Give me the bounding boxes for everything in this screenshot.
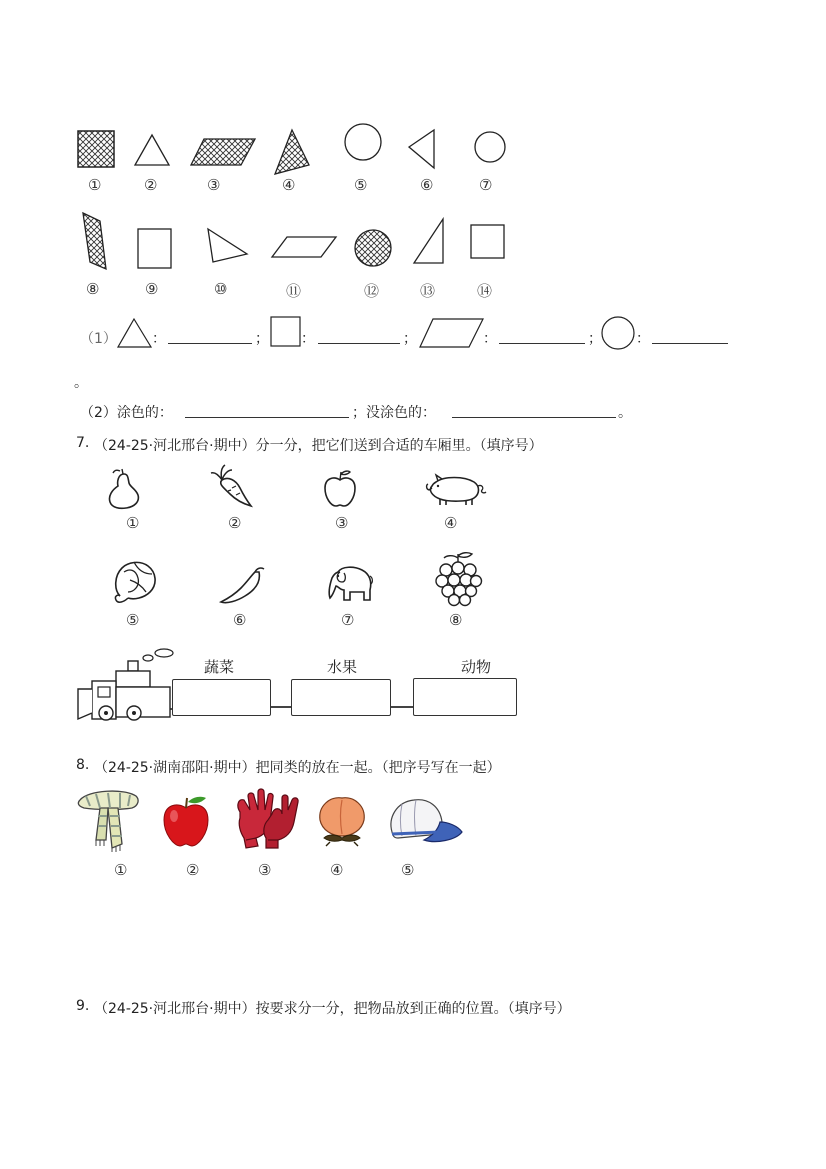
red-apple-icon [160, 794, 212, 848]
q2-answer-line-unshaded[interactable] [452, 417, 616, 418]
train-car-fruits[interactable] [291, 679, 391, 716]
q7-label-8: ⑧ [449, 611, 463, 629]
cabbage-icon [110, 556, 160, 606]
q8-label-1: ① [114, 861, 128, 879]
shape-label-3: ③ [207, 176, 221, 194]
q1-sep-1: ； [255, 331, 269, 347]
q1-prefix: （1） [80, 331, 117, 347]
q7-text: （24-25·河北邢台·期中）分一分，把它们送到合适的车厢里。（填序号） [94, 438, 543, 454]
q8-label-4: ④ [330, 861, 344, 879]
train-car-vegetables[interactable] [172, 679, 271, 716]
train-car-label-vegetables: 蔬菜 [204, 658, 235, 676]
shape-5-circle [343, 122, 383, 162]
q2-prefix: （2）涂色的： [80, 405, 173, 421]
apple-outline-icon [321, 468, 359, 508]
q8-label-3: ③ [258, 861, 272, 879]
q1-sep-2: ； [403, 331, 417, 347]
shape-label-11: ⑪ [286, 282, 302, 300]
q7-label-3: ③ [335, 514, 349, 532]
pig-icon [424, 472, 488, 506]
shape-13-right-triangle [413, 218, 445, 264]
shape-12-shaded-circle [353, 228, 393, 268]
q1-answer-line-parallelogram[interactable] [499, 343, 585, 344]
shape-label-14: ⑭ [477, 282, 493, 300]
elephant-icon [326, 562, 374, 604]
pear-icon [104, 468, 144, 510]
shape-label-6: ⑥ [420, 176, 434, 194]
q7-label-1: ① [126, 514, 140, 532]
shape-label-12: ⑫ [364, 282, 380, 300]
q2-answer-line-shaded[interactable] [185, 417, 349, 418]
shape-3-shaded-parallelogram [190, 138, 256, 166]
scarf-icon [74, 786, 142, 852]
q7-label-7: ⑦ [341, 611, 355, 629]
q7-label-2: ② [228, 514, 242, 532]
shape-label-1: ① [88, 176, 102, 194]
train-coupling-1 [270, 706, 292, 708]
train-engine-icon [74, 643, 176, 723]
q1-colon-1: ： [152, 331, 166, 347]
q1-square-icon [270, 316, 302, 348]
q7-label-6: ⑥ [233, 611, 247, 629]
shape-4-shaded-triangle [274, 129, 310, 175]
peach-icon [314, 792, 370, 848]
q1-colon-3: ： [483, 331, 497, 347]
q1-answer-line-triangle[interactable] [168, 343, 252, 344]
shape-label-5: ⑤ [354, 176, 368, 194]
shape-11-parallelogram [271, 236, 337, 258]
train-car-label-fruits: 水果 [327, 658, 358, 676]
q1-end-mark: 。 [74, 375, 88, 391]
q2-end: 。 [618, 405, 632, 421]
q8-label-2: ② [186, 861, 200, 879]
q9-text: （24-25·河北邢台·期中）按要求分一分，把物品放到正确的位置。（填序号） [94, 1001, 571, 1017]
shape-label-10: ⑩ [214, 280, 228, 298]
shape-8-shaded-parallelogram [82, 212, 108, 270]
q1-circle-icon [600, 315, 636, 351]
q1-triangle-icon [117, 318, 153, 348]
train-car-animals[interactable] [413, 678, 517, 716]
q7-label-4: ④ [444, 514, 458, 532]
shape-label-8: ⑧ [86, 280, 100, 298]
shape-label-9: ⑨ [145, 280, 159, 298]
chili-pepper-icon [217, 566, 267, 606]
q1-colon-2: ： [301, 331, 315, 347]
q8-number: 8. [76, 757, 90, 773]
q2-middle: ；没涂色的： [352, 405, 436, 421]
q7-label-5: ⑤ [126, 611, 140, 629]
q7-number: 7. [76, 435, 90, 451]
shape-1-shaded-square [77, 130, 115, 168]
shape-10-triangle [207, 228, 249, 264]
q1-answer-line-square[interactable] [318, 343, 400, 344]
q9-number: 9. [76, 998, 90, 1014]
grapes-icon [432, 550, 484, 606]
q8-label-5: ⑤ [401, 861, 415, 879]
q1-parallelogram-icon [419, 318, 485, 348]
q8-text: （24-25·湖南邵阳·期中）把同类的放在一起。（把序号写在一起） [94, 760, 501, 776]
gloves-icon [232, 788, 300, 850]
carrot-icon [208, 464, 254, 508]
shape-label-2: ② [144, 176, 158, 194]
shape-label-4: ④ [282, 176, 296, 194]
train-car-label-animals: 动物 [461, 658, 492, 676]
cap-icon [384, 794, 464, 852]
shape-label-7: ⑦ [479, 176, 493, 194]
shape-7-circle [473, 130, 507, 164]
q1-sep-3: ； [588, 331, 602, 347]
shape-label-13: ⑬ [420, 282, 436, 300]
shape-9-rectangle [137, 228, 173, 270]
shape-2-triangle [134, 134, 170, 166]
shape-14-square [470, 224, 506, 260]
q1-colon-4: ： [636, 331, 650, 347]
train-coupling-2 [390, 706, 414, 708]
shape-6-triangle [408, 129, 436, 169]
q1-answer-line-circle[interactable] [652, 343, 728, 344]
